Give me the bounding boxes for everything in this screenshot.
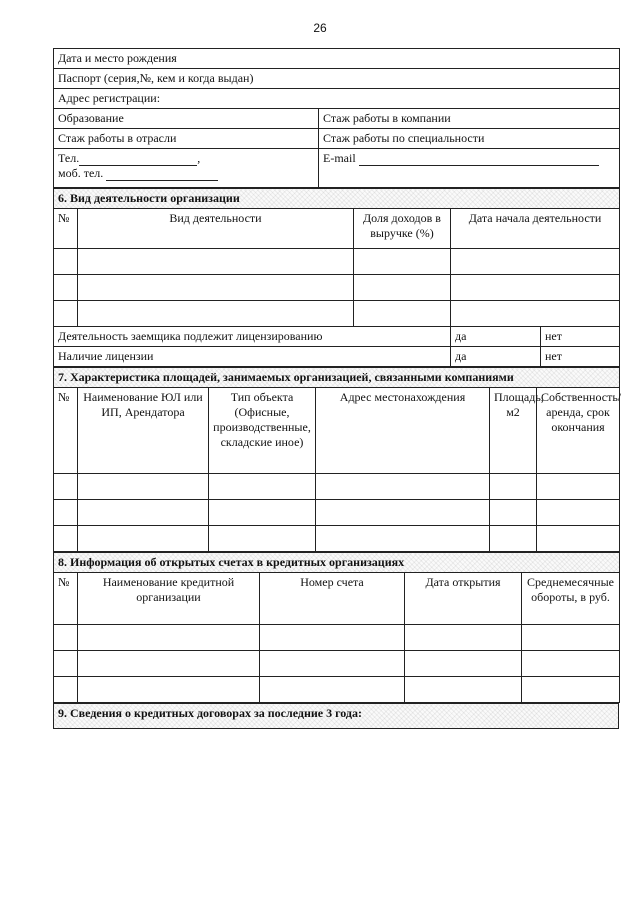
email-cell — [319, 149, 620, 188]
company-experience-field[interactable]: Стаж работы в компании — [319, 109, 620, 129]
table-row — [54, 500, 620, 526]
license-present-label: Наличие лицензии — [54, 347, 451, 367]
application-form — [53, 48, 622, 729]
s7-header-type: Тип объекта (Офисные, производственные, складские иное) — [209, 388, 316, 474]
table-row — [54, 526, 620, 552]
s7-header-area: Площадь, м2 — [490, 388, 537, 474]
phone-label: Тел. — [58, 151, 80, 165]
education-field[interactable]: Образование — [54, 109, 319, 129]
s6-header-share: Доля доходов в выручке (%) — [354, 209, 451, 249]
table-row — [54, 275, 620, 301]
license-present-no[interactable]: нет — [541, 347, 620, 367]
s8-header-open-date: Дата открытия — [405, 573, 522, 625]
email-input-line[interactable] — [359, 165, 599, 166]
s7-header-name: Наименование ЮЛ или ИП, Арендатора — [78, 388, 209, 474]
section7-title: 7. Характеристика площадей, занимаемых организацией, связанными компаниями — [54, 368, 620, 388]
s8-header-account: Номер счета — [260, 573, 405, 625]
phone-separator: , — [197, 151, 201, 165]
section6-title: 6. Вид деятельности организации — [54, 189, 620, 209]
s6-header-num: № — [54, 209, 78, 249]
table-row — [54, 651, 620, 677]
table-row — [54, 474, 620, 500]
license-required-no[interactable]: нет — [541, 327, 620, 347]
phone-cell — [54, 149, 319, 188]
section9-table — [53, 703, 619, 729]
mobile-label: моб. тел. — [58, 166, 104, 180]
section8-table — [53, 552, 620, 703]
industry-experience-field[interactable]: Стаж работы в отрасли — [54, 129, 319, 149]
section8-title: 8. Информация об открытых счетах в кредитных организациях — [54, 553, 620, 573]
s6-header-activity: Вид деятельности — [78, 209, 354, 249]
license-present-yes[interactable]: да — [451, 347, 541, 367]
mobile-input-line[interactable] — [106, 180, 218, 181]
specialty-experience-field[interactable]: Стаж работы по специальности — [319, 129, 620, 149]
passport-field[interactable]: Паспорт (серия,№, кем и когда выдан) — [54, 69, 620, 89]
email-label: E-mail — [323, 151, 356, 165]
license-required-label: Деятельность заемщика подлежит лицензированию — [54, 327, 451, 347]
section6-table — [53, 188, 620, 367]
address-field[interactable]: Адрес регистрации: — [54, 89, 620, 109]
page-number: 26 — [313, 21, 327, 35]
table-row — [54, 301, 620, 327]
s6-header-start-date: Дата начала деятельности — [451, 209, 620, 249]
s8-header-num: № — [54, 573, 78, 625]
birth-field[interactable]: Дата и место рождения — [54, 49, 620, 69]
table-row — [54, 677, 620, 703]
s8-header-bank: Наименование кредитной организации — [78, 573, 260, 625]
s7-header-ownership: Собственность/аренда, срок окончания — [537, 388, 620, 474]
table-row — [54, 249, 620, 275]
section7-table — [53, 367, 620, 552]
s7-header-num: № — [54, 388, 78, 474]
s8-header-turnover: Среднемесячные обороты, в руб. — [522, 573, 620, 625]
section9-title: 9. Сведения о кредитных договорах за последние 3 года: — [54, 704, 619, 729]
personal-info-table — [53, 48, 620, 188]
s7-header-address: Адрес местонахождения — [316, 388, 490, 474]
license-required-yes[interactable]: да — [451, 327, 541, 347]
table-row — [54, 625, 620, 651]
